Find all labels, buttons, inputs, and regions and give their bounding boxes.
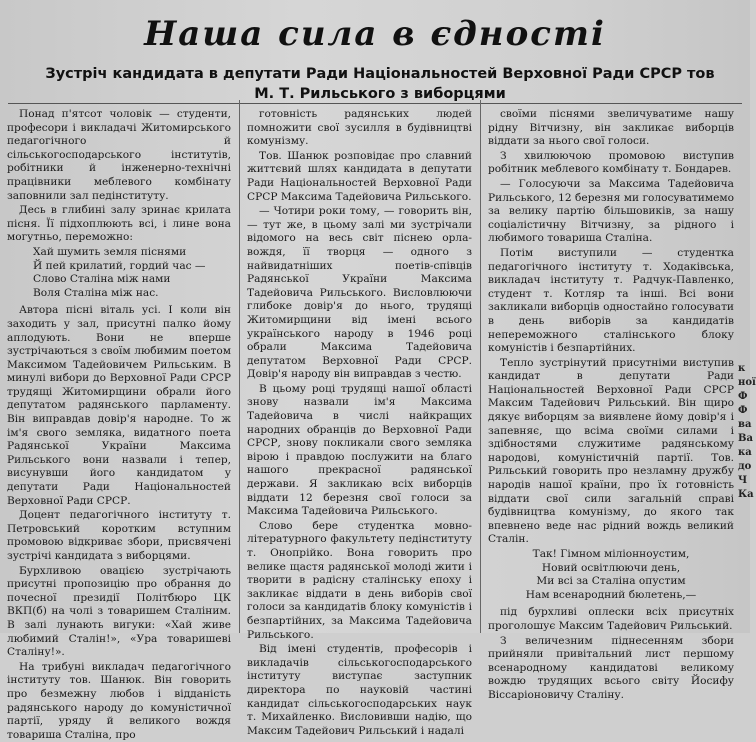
article-paragraph: В цьому році трудящі нашої області знову назвали ім'я Максима Тадейовича в числі найкращих народних обранців до Верховної Ради СРСР, знову покликали свого земляка вірою і правдою послужити на благо нашого прекрасної радянської держави. Я закликаю всіх виборців віддати 12 березня свої голоси за Максима Тадейовича Рильського. <box>247 382 472 518</box>
verse-line: Хай шумить земля піснями <box>33 245 187 258</box>
verse-line: Ми всі за Сталіна опустим <box>536 575 686 588</box>
article-paragraph: На трибуні викладач педагогічного інституту тов. Шанюк. Він говорить про безмежну любов і відданість радянського народу до комуністичної партії, уряду й великого вождя товариша Сталіна, про <box>7 660 231 741</box>
article-paragraph: Автора пісні віталь усі. І коли він заходить у зал, присутні палко йому аплодують. Вони не вперше зустрічаються з своїм любимим поетом Максимом Тадейовичем Рильським. В минулі вибори до Верховної Ради СРСР трудящі Житомирщини обрали його депутатом радянського парламенту. Він виправдав довір'я народне. То ж ім'я свого земляка, видатного поета Радянської України Максима Рильського вони назвали і тепер, висунувши його кандидатом у депутати Ради Національностей Верховної Ради СРСР. <box>7 304 231 507</box>
article-paragraph: Слово бере студентка мовно-літературного факультету педінституту т. Онопрійко. Вона говорить про велике щастя радянської молоді жити і творити в радісну сталінську епоху і закликає віддати в день виборів свої голоси за кандидатів блоку комуністів і безпартійних, за Максима Тадейовича Рильського. <box>247 519 472 641</box>
edge-text-fragment: ної <box>738 377 756 388</box>
headline: Наша сила в єдності <box>144 14 606 54</box>
poem-verse <box>7 246 231 300</box>
article-paragraph: Понад п'ятсот чоловік — студенти, професори і викладачі Житомирського педагогічного й сільськогосподарського інститутів, робітники й інженерно-технічні працівники меблевого комбінату заповнили зал педінституту. <box>7 108 231 202</box>
adjacent-column-fragment <box>738 362 756 502</box>
edge-text-fragment: Ф <box>738 391 748 402</box>
article-paragraph: — Чотири роки тому, — говорить він, — тут же, в цьому залі ми зустрічали відомого на весь світ піснею орла-вождя, її творця — одного з найвидатніших поетів-співців Радянської України Максима Тадейовича Рильського. Висловлюючи глибоке довір'я до нього, трудящі Житомирщини від імені всього українського народу в 1946 році обрали Максима Тадейовича депутатом Верховної Ради СРСР. Довір'я народу він виправдав з честю. <box>247 205 472 381</box>
article-paragraph: своїми піснями звеличуватиме нашу рідну Вітчизну, він закликає виборців віддати за нього свої голоси. <box>488 108 734 148</box>
verse-line: Й пей крилатий, гордий час — <box>33 259 206 272</box>
edge-text-fragment: до <box>738 461 752 472</box>
article-paragraph: Доцент педагогічного інституту т. Петровський коротким вступним промовою відкриває збори, присвячені зустрічі кандидата з виборцями. <box>7 509 231 562</box>
article-paragraph: Потім виступили — студентка педагогічного інституту т. Ходаківська, викладач інституту т. Радчук-Павленко, студент т. Котляр та інші. Всі вони закликали виборців одностайно голосувати в день виборів за кандидатів непереможного сталінського блоку комуністів і безпартійних. <box>488 246 734 355</box>
article-column-2 <box>247 108 472 737</box>
article-paragraph: — Голосуючи за Максима Тадейовича Рильського, 12 березня ми голосуватимемо за велику партію більшовиків, за нашу соціалістичну Вітчизну, за рідного і любимого товариша Сталіна. <box>488 177 734 245</box>
edge-text-fragment: ва <box>738 419 752 430</box>
edge-text-fragment: Ф <box>738 405 748 416</box>
edge-text-fragment: Ч <box>738 475 748 486</box>
edge-text-fragment: Ва <box>738 433 753 444</box>
verse-line: Так! Гімном міліонноустим, <box>532 548 690 560</box>
article-paragraph: Від імені студентів, професорів і викладачів сільськогосподарського інституту виступає заступник директора по науковій частині кандидат сільськогосподарських наук т. Михайленко. Висловивши надію, що Максим Тадейович Рильський і надалі <box>247 643 472 737</box>
article-paragraph: З величезним піднесенням збори прийняли привітальний лист першому всенародному кандидатові великому вождю трудящих всього світу Йосифу Віссаріоновичу Сталіну. <box>488 634 734 701</box>
verse-line: Слово Сталіна між нами <box>33 273 171 286</box>
header-rule <box>8 103 742 104</box>
column-divider <box>239 100 240 633</box>
article-paragraph: Бурхливою овацією зустрічають присутні пропозицію про обрання до почесної президії Політбюро ЦК ВКП(б) на чолі з товаришем Сталіним. В залі лунають вигуки: «Хай живе любимий Сталін!», «Ура товаришеві Сталіну!». <box>7 564 231 659</box>
article-paragraph: готовність радянських людей помножити свої зусилля в будівництві комунізму. <box>247 108 472 148</box>
verse-line: Новий освітлюючи день, <box>541 561 681 574</box>
edge-text-fragment: ка <box>738 447 752 458</box>
poem-verse <box>488 548 734 602</box>
edge-text-fragment: к <box>738 363 746 374</box>
article-paragraph: Десь в глибині залу зринає крилата пісня. Її підхоплюють всі, і лине вона могутньо, переможно: <box>7 204 231 244</box>
article-paragraph: Тов. Шанюк розповідає про славний життєвий шлях кандидата в депутати Ради Національностей Верховної Ради СРСР Максима Тадейовича Рильського. <box>247 149 472 203</box>
article-paragraph: під бурхливі оплески всіх присутніх проголошує Максим Тадейович Рильський. <box>488 606 734 632</box>
column-divider <box>480 100 481 633</box>
verse-line: Нам всенародний бюлетень,— <box>525 588 697 601</box>
article-paragraph: З хвилюючою промовою виступив робітник меблевого комбінату т. Бондарев. <box>488 149 734 176</box>
article-column-3 <box>488 108 734 701</box>
article-column-1 <box>7 108 231 741</box>
subheadline: Зустріч кандидата в депутати Ради Національностей Верховної Ради СРСР тов М. Т. Рильського з виборцями <box>45 66 715 102</box>
article-paragraph: Тепло зустрінутий присутніми виступив кандидат в депутати Ради Національностей Верховної Ради СРСР Максим Тадейович Рильський. Він щиро дякує виборцям за виявлене йому довір'я і запевняє, що всіма своїми силами і здібностями служитиме радянському народові, комуністичній партії. Тов. Рильський говорить про незламну дружбу народів нашої країни, про їх готовність віддати свої сили загальній справі будівництва комунізму, до якого так впевнено веде нас рідний вождь великий Сталін. <box>488 356 734 546</box>
edge-text-fragment: Ка <box>738 489 754 500</box>
verse-line: Воля Сталіна між нас. <box>33 286 159 299</box>
